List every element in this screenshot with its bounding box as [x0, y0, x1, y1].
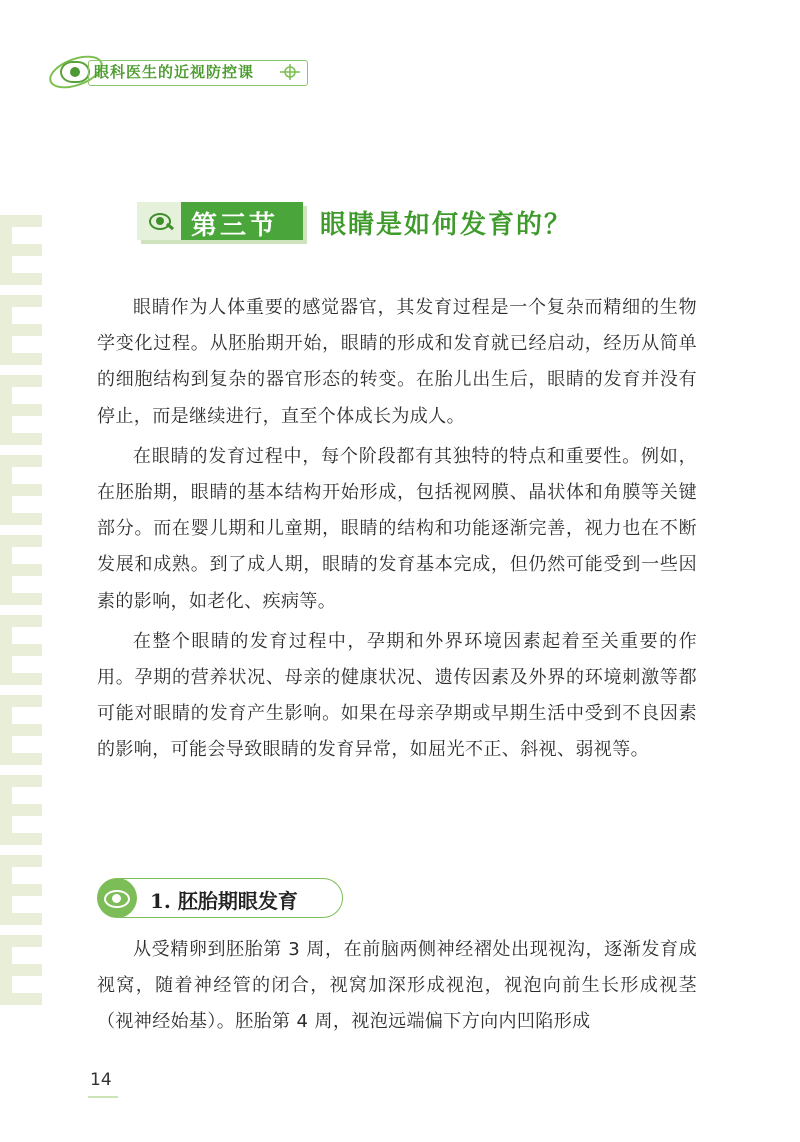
paragraph: 眼睛作为人体重要的感觉器官，其发育过程是一个复杂而精细的生物学变化过程。从胚胎期开始，眼睛的形成和发育就已经启动，经历从简单的细胞结构到复杂的器官形态的转变。在胎儿出生后，眼睛的发育并没有停止，而是继续进行，直至个体成长为成人。 [97, 297, 697, 427]
crosshair-icon [280, 62, 300, 82]
magnifier-eye-icon [137, 202, 181, 240]
page-number: 14 [90, 1070, 112, 1090]
paragraph: 从受精卵到胚胎第 3 周，在前脑两侧神经褶处出现视沟，逐渐发育成视窝，随着神经管的闭合，视窝加深形成视泡，视泡向前生长形成视茎（视神经始基）。胚胎第 4 周，视泡远端偏下方向内凹陷形成 [97, 939, 697, 1033]
deco-e-shape [0, 215, 42, 285]
deco-e-shape [0, 615, 42, 685]
deco-e-shape [0, 535, 42, 605]
eye-icon [97, 878, 137, 918]
book-title: 眼科医生的近视防控课 [94, 63, 255, 81]
section-heading [137, 200, 607, 242]
eye-logo-icon [60, 61, 90, 83]
section-number: 第三节 [191, 211, 279, 241]
paragraph: 在眼睛的发育过程中，每个阶段都有其独特的特点和重要性。例如，在胚胎期，眼睛的基本结构开始形成，包括视网膜、晶状体和角膜等关键部分。而在婴儿期和儿童期，眼睛的结构和功能逐渐完善，视力也在不断发展和成熟。到了成人期，眼睛的发育基本完成，但仍然可能受到一些因素的影响，如老化、疾病等。 [97, 445, 697, 612]
body-text [97, 290, 697, 769]
deco-e-shape [0, 935, 42, 1005]
side-decoration [0, 215, 46, 1005]
section-title: 眼睛是如何发育的？ [320, 210, 573, 240]
running-header [48, 50, 308, 94]
subsection-heading [97, 876, 345, 920]
paragraph: 在整个眼睛的发育过程中，孕期和外界环境因素起着至关重要的作用。孕期的营养状况、母亲的健康状况、遗传因素及外界的环境刺激等都可能对眼睛的发育产生影响。如果在母亲孕期或早期生活中受到不良因素的影响，可能会导致眼睛的发育异常，如屈光不正、斜视、弱视等。 [97, 630, 697, 761]
deco-e-shape [0, 855, 42, 925]
deco-e-shape [0, 455, 42, 525]
section-badge [137, 202, 303, 240]
subsection-title: 1. 胚胎期眼发育 [150, 889, 298, 913]
deco-e-shape [0, 695, 42, 765]
deco-e-shape [0, 775, 42, 845]
deco-e-shape [0, 295, 42, 365]
page-number-underline [88, 1096, 118, 1098]
deco-e-shape [0, 375, 42, 445]
body-text-2 [97, 932, 697, 1041]
